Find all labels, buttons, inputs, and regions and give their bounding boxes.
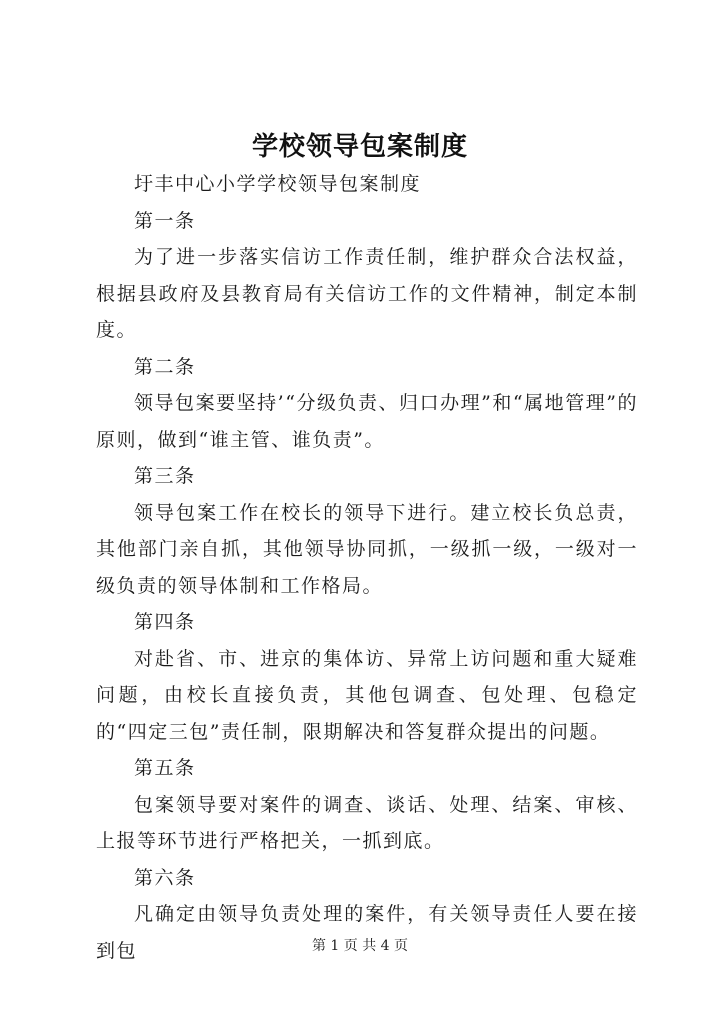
article-heading: 第五条: [134, 757, 196, 779]
article-text: 为了进一步落实信访工作责任制，维护群众合法权益，根据县政府及县教育局有关信访工作的文件精神，制定本制度。: [96, 246, 638, 341]
article-text: 包案领导要对案件的调查、谈话、处理、结案、审核、上报等环节进行严格把关，一抓到底。: [96, 793, 638, 852]
article-heading: 第四条: [134, 611, 196, 633]
subtitle-line: 圩丰中心小学学校领导包案制度: [134, 173, 422, 195]
article-heading: 第一条: [134, 209, 196, 232]
document-body: [96, 166, 638, 969]
page-number: 第 1 页 共 4 页: [311, 938, 409, 954]
document-title: 学校领导包案制度: [251, 132, 468, 162]
article-heading: 第六条: [134, 866, 196, 889]
article-heading: 第二条: [134, 355, 196, 378]
article-text: 对赴省、市、进京的集体访、异常上访问题和重大疑难问题，由校长直接负责，其他包调查、包处理、包稳定的“四定三包”责任制，限期解决和答复群众提出的问题。: [96, 647, 638, 743]
article-text: 凡确定由领导负责处理的案件，有关领导责任人要在接到包: [96, 903, 638, 962]
article-text: 领导包案工作在校长的领导下进行。建立校长负总责，其他部门亲自抓，其他领导协同抓，一级抓一级，一级对一级负责的领导体制和工作格局。: [96, 501, 638, 597]
article-heading: 第三条: [134, 465, 196, 487]
article-text: 领导包案要坚持’“分级负责、归口办理”和“属地管理”的原则，做到“谁主管、谁负责”。: [96, 392, 638, 451]
